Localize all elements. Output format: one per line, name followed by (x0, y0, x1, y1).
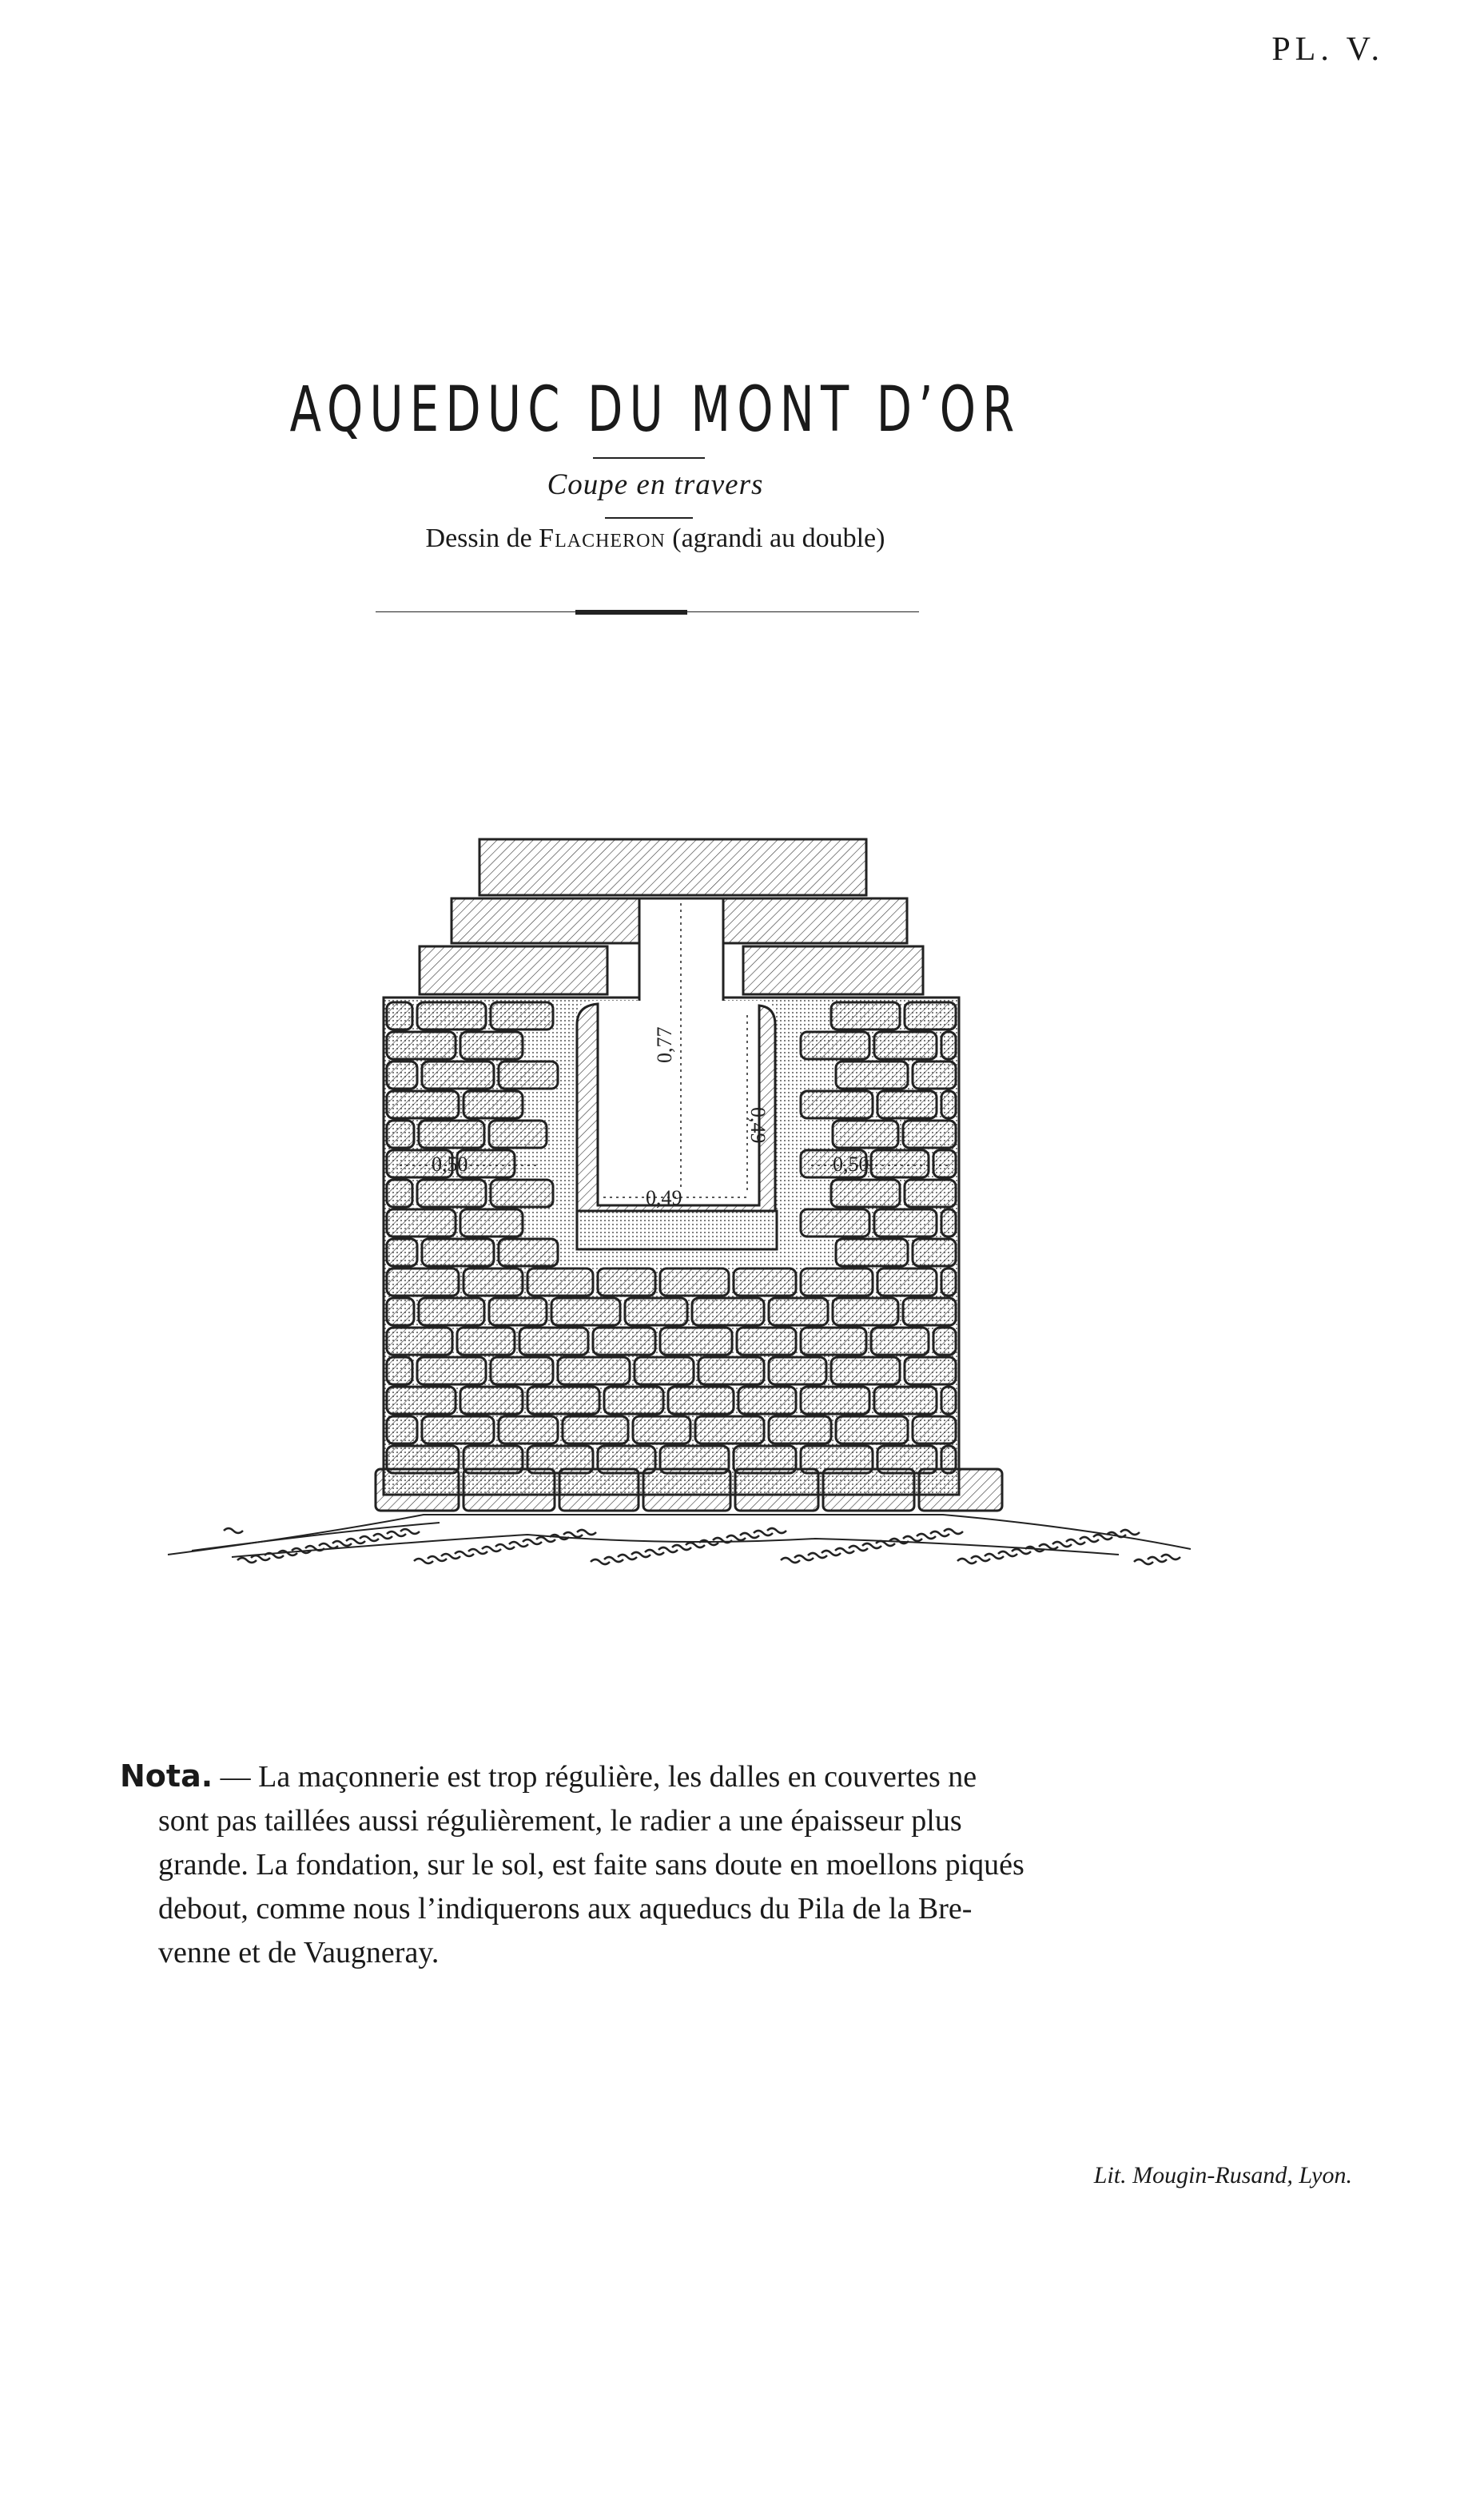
foundation-stone (735, 1469, 818, 1511)
masonry-stone (464, 1268, 523, 1296)
masonry-stone (422, 1416, 494, 1444)
subtitle: Coupe en travers (547, 468, 764, 501)
masonry-stone (874, 1032, 937, 1059)
dim-vertical-total: 0,77 (653, 1026, 676, 1063)
masonry-stone (489, 1298, 547, 1325)
masonry-stone (871, 1328, 929, 1355)
masonry-stone (738, 1387, 796, 1414)
aqueduct-cross-section (160, 815, 1199, 1583)
foundation-stone (919, 1469, 1002, 1511)
masonry-stone (933, 1328, 956, 1355)
masonry-stone (387, 1298, 414, 1325)
masonry-stone (387, 1239, 417, 1266)
masonry-stone (558, 1357, 630, 1384)
dim-right-wall: 0,50 (833, 1153, 869, 1176)
nota-paragraph (120, 1754, 1207, 1975)
masonry-stone (387, 1121, 414, 1148)
masonry-stone (913, 1061, 956, 1089)
masonry-stone (941, 1387, 956, 1414)
masonry-stone (417, 1002, 486, 1029)
masonry-stone (877, 1268, 937, 1296)
nota-dash: — (220, 1760, 251, 1794)
masonry-stone (734, 1268, 796, 1296)
masonry-stone (801, 1387, 869, 1414)
nota-line-2: sont pas taillées aussi régulièrement, le radier a une épaisseur plus (158, 1804, 962, 1838)
masonry-stone (833, 1298, 898, 1325)
nota-label: Nota. (120, 1758, 213, 1794)
dim-channel-width: 0,49 (646, 1186, 682, 1209)
title-underline (593, 457, 705, 459)
nota-line-1: La maçonnerie est trop régulière, les dalles en couvertes ne (258, 1760, 977, 1794)
masonry-stone (387, 1268, 459, 1296)
foundation-stone (643, 1469, 730, 1511)
masonry-stone (903, 1121, 956, 1148)
masonry-stone (527, 1268, 593, 1296)
masonry-stone (833, 1121, 898, 1148)
masonry-stone (831, 1002, 900, 1029)
masonry-stone (801, 1032, 869, 1059)
page-title: AQUEDUC DU MONT D’OR (289, 374, 1021, 446)
masonry-stone (635, 1357, 694, 1384)
nota-line-4: debout, comme nous l’indiquerons aux aqueducs du Pila de la Bre- (158, 1892, 973, 1926)
masonry-stone (905, 1002, 956, 1029)
credit-suffix: (agrandi au double) (672, 524, 885, 553)
masonry-stone (387, 1416, 417, 1444)
masonry-stone (913, 1416, 956, 1444)
masonry-stone (877, 1091, 937, 1118)
masonry-stone (698, 1357, 764, 1384)
masonry-stone (598, 1268, 655, 1296)
masonry-stone (387, 1387, 456, 1414)
ground (168, 1515, 1191, 1564)
masonry-stone (593, 1328, 655, 1355)
masonry-stone (527, 1387, 599, 1414)
masonry-stone (941, 1032, 956, 1059)
masonry-stone (422, 1061, 494, 1089)
masonry-stone (387, 1357, 412, 1384)
subtitle-underline (605, 517, 693, 519)
masonry-stone (551, 1298, 620, 1325)
masonry-stone (836, 1416, 908, 1444)
foundation-stone (464, 1469, 555, 1511)
masonry-stone (905, 1180, 956, 1207)
masonry-stone (836, 1061, 908, 1089)
masonry-stone (737, 1328, 796, 1355)
masonry-stone (801, 1209, 869, 1237)
masonry-stone (491, 1002, 553, 1029)
masonry-stone (769, 1298, 828, 1325)
masonry-stone (801, 1091, 873, 1118)
masonry-stone (460, 1032, 523, 1059)
masonry-stone (422, 1239, 494, 1266)
masonry-stone (871, 1150, 929, 1177)
masonry-stone (933, 1150, 956, 1177)
masonry-stone (460, 1387, 523, 1414)
dim-left-wall: 0,50 (432, 1153, 468, 1176)
masonry-stone (387, 1002, 412, 1029)
drawing-credit (0, 524, 1311, 554)
credit-name: Flacheron (539, 524, 666, 553)
masonry-stone (519, 1328, 588, 1355)
masonry-stone (460, 1209, 523, 1237)
printer-imprint: Lit. Mougin-Rusand, Lyon. (1093, 2162, 1352, 2188)
masonry-stone (633, 1416, 690, 1444)
masonry-stone (499, 1416, 558, 1444)
masonry-stone (387, 1328, 452, 1355)
plate-number: PL. V. (1271, 31, 1384, 68)
foundation-stone (559, 1469, 639, 1511)
nota-line-3: grande. La fondation, sur le sol, est faite sans doute en moellons piqués (158, 1848, 1024, 1882)
masonry-stone (457, 1328, 515, 1355)
foundation-stone (823, 1469, 914, 1511)
masonry-stone (625, 1298, 687, 1325)
masonry-stone (419, 1298, 484, 1325)
masonry-stone (801, 1328, 866, 1355)
masonry-stone (941, 1209, 956, 1237)
masonry-stone (695, 1416, 764, 1444)
masonry-stone (491, 1180, 553, 1207)
masonry-stone (874, 1387, 937, 1414)
masonry-stone (499, 1239, 558, 1266)
credit-prefix: Dessin de (425, 524, 532, 553)
masonry-stone (417, 1180, 486, 1207)
masonry-stone (387, 1209, 456, 1237)
masonry-stone (563, 1416, 628, 1444)
masonry-stone (419, 1121, 484, 1148)
masonry-stone (831, 1357, 900, 1384)
masonry-stone (668, 1387, 734, 1414)
foundation-stone (376, 1469, 459, 1511)
masonry-stone (489, 1121, 547, 1148)
masonry-stone (491, 1357, 553, 1384)
masonry-stone (387, 1180, 412, 1207)
masonry-stone (903, 1298, 956, 1325)
masonry-stone (387, 1061, 417, 1089)
masonry-stone (836, 1239, 908, 1266)
masonry-stone (387, 1032, 456, 1059)
masonry-stone (874, 1209, 937, 1237)
masonry-stone (905, 1357, 956, 1384)
masonry-stone (831, 1180, 900, 1207)
masonry-stone (387, 1091, 459, 1118)
masonry-stone (941, 1091, 956, 1118)
masonry-stone (499, 1061, 558, 1089)
masonry-stone (660, 1328, 732, 1355)
masonry-stone (692, 1298, 764, 1325)
masonry-stone (604, 1387, 663, 1414)
masonry-stone (464, 1091, 523, 1118)
nota-line-5: venne et de Vaugneray. (158, 1936, 440, 1969)
masonry-stone (913, 1239, 956, 1266)
masonry-stone (801, 1268, 873, 1296)
masonry-stone (660, 1268, 729, 1296)
masonry-stone (417, 1357, 486, 1384)
masonry-stone (769, 1416, 831, 1444)
dim-channel-height: 0,49 (746, 1107, 770, 1144)
ornament-rule-center (575, 610, 687, 615)
masonry-stone (769, 1357, 826, 1384)
masonry-stone (941, 1268, 956, 1296)
